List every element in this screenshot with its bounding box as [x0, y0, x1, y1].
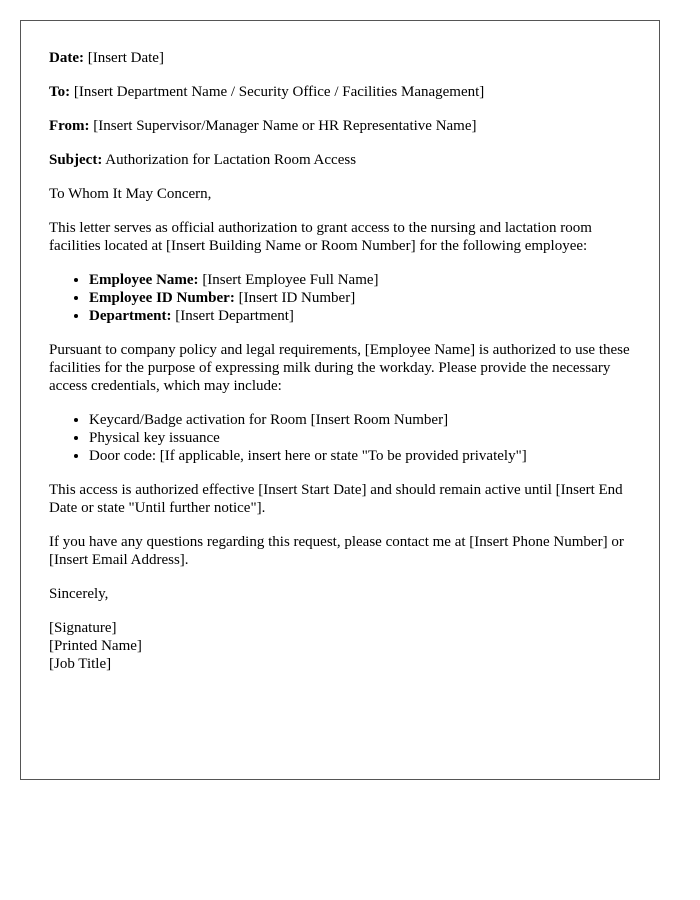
- employee-details-list: [49, 271, 631, 325]
- subject-value: Authorization for Lactation Room Access: [105, 152, 357, 168]
- list-item: • Physical key issuance: [89, 429, 631, 447]
- effective-paragraph: This access is authorized effective [Insert Start Date] and should remain active until [Insert End Date or state "Until further notice"].: [49, 482, 623, 516]
- list-item: [89, 307, 631, 325]
- list-item: [89, 271, 631, 289]
- letter-page: [20, 20, 660, 780]
- printed-name-placeholder: [Printed Name]: [49, 638, 142, 654]
- from-value: [Insert Supervisor/Manager Name or HR Representative Name]: [93, 118, 477, 134]
- subject-line: [49, 151, 631, 169]
- employee-id-label: Employee ID Number:: [89, 290, 235, 306]
- job-title-placeholder: [Job Title]: [49, 656, 112, 672]
- date-label: Date:: [49, 50, 84, 66]
- to-value: [Insert Department Name / Security Office / Facilities Management]: [73, 84, 485, 100]
- list-item: • Keycard/Badge activation for Room [Insert Room Number]: [89, 411, 631, 429]
- department-label: Department:: [89, 308, 172, 324]
- date-line: [49, 49, 631, 67]
- employee-name-value: [Insert Employee Full Name]: [202, 272, 379, 288]
- list-item: [89, 289, 631, 307]
- from-line: [49, 117, 631, 135]
- policy-paragraph: Pursuant to company policy and legal requirements, [Employee Name] is authorized to use these facilities for the purpose of expressing milk during the workday. Please provide the necessary access credentials, which may include:: [49, 342, 630, 394]
- from-label: From:: [49, 118, 90, 134]
- employee-id-value: [Insert ID Number]: [238, 290, 356, 306]
- to-label: To:: [49, 84, 71, 100]
- department-value: [Insert Department]: [175, 308, 294, 324]
- closing: Sincerely,: [49, 586, 109, 602]
- signature-block: [49, 619, 631, 673]
- date-value: [Insert Date]: [87, 50, 164, 66]
- intro-paragraph: This letter serves as official authorization to grant access to the nursing and lactation room facilities located at [Insert Building Name or Room Number] for the following employee:: [49, 220, 592, 254]
- contact-paragraph: If you have any questions regarding this request, please contact me at [Insert Phone Number] or [Insert Email Address].: [49, 534, 624, 568]
- salutation: To Whom It May Concern,: [49, 186, 212, 202]
- list-item: • Door code: [If applicable, insert here or state "To be provided privately"]: [89, 447, 631, 465]
- signature-placeholder: [Signature]: [49, 620, 117, 636]
- subject-label: Subject:: [49, 152, 103, 168]
- credentials-list: [49, 411, 631, 465]
- employee-name-label: Employee Name:: [89, 272, 199, 288]
- to-line: [49, 83, 631, 101]
